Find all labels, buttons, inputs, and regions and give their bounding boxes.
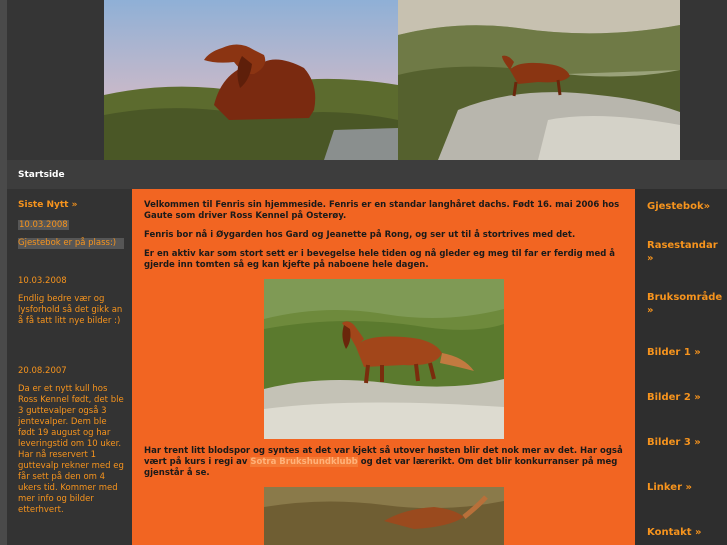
news-text: Endlig bedre vær og lysforhold så det gikk an å få tatt litt nye bilder :): [18, 294, 123, 326]
intro-paragraph: Velkommen til Fenris sin hjemmeside. Fenris er en standar langhåret dachs. Født 16. mai 2006 hos Gaute som driver Ross Kennel på Osterøy.: [144, 200, 620, 221]
training-paragraph: [144, 446, 626, 479]
home-paragraph: Fenris bor nå i Øygarden hos Gard og Jeanette på Rong, og ser ut til å stortrives med det.: [144, 230, 576, 240]
top-navbar: [7, 160, 727, 189]
header-photo-dog-on-rocks: [398, 0, 680, 160]
nav-bilder-1[interactable]: Bilder 1 »: [647, 347, 701, 358]
header-photo-dog-sitting: [104, 0, 398, 160]
nav-bilder-2[interactable]: Bilder 2 »: [647, 392, 701, 403]
news-title-link[interactable]: Siste Nytt »: [18, 200, 78, 210]
nav-linker[interactable]: Linker »: [647, 482, 692, 493]
nav-bilder-3[interactable]: Bilder 3 »: [647, 437, 701, 448]
nav-rasestandar[interactable]: Rasestandar »: [647, 240, 718, 264]
news-text: Gjestebok er på plass:): [18, 238, 124, 249]
news-date: 20.08.2007: [18, 366, 67, 376]
left-edge-strip: [0, 0, 7, 545]
nav-kontakt[interactable]: Kontakt »: [647, 527, 702, 538]
photo-dog-in-grass: [264, 487, 504, 545]
right-nav-sidebar: [635, 189, 727, 545]
photo-dog-standing: [264, 279, 504, 439]
nav-bruksomrade[interactable]: Bruksområde »: [647, 292, 723, 316]
news-sidebar: [7, 189, 132, 545]
sotra-brukshundklubb-link[interactable]: Sotra Brukshundklubb: [250, 457, 358, 467]
training-text-end: og det var lærerikt. Om det blir konkurranser på meg gjenstår å se.: [144, 457, 618, 478]
activity-paragraph: Er en aktiv kar som stort sett er i bevegelse hele tiden og nå gleder eg meg til far er ferdig med å gjerde inn tomten så eg kan kjefte på naboene hele dagen.: [144, 249, 616, 270]
news-date: 10.03.2008: [19, 220, 68, 230]
header-banner: [7, 0, 727, 160]
news-date: 10.03.2008: [18, 276, 67, 286]
main-content: [132, 189, 635, 545]
nav-startside-link[interactable]: Startside: [18, 170, 65, 180]
nav-gjestebok[interactable]: Gjestebok»: [647, 201, 711, 212]
training-text-start: Har trent litt blodspor og syntes at det var kjekt så utover høsten blir det nok mer av det. Har også vært på kurs i regi av: [144, 446, 623, 467]
news-text: Da er et nytt kull hos Ross Kennel født, det ble 3 guttevalper også 3 jentevalper. Dem ble født 19 august og har leveringstid om 10 uker. Har nå reservert 1 guttevalp rekner med eg får sett på den om 4 ukers tid. Kommer med mer info og bilder etterhvert.: [18, 384, 124, 515]
